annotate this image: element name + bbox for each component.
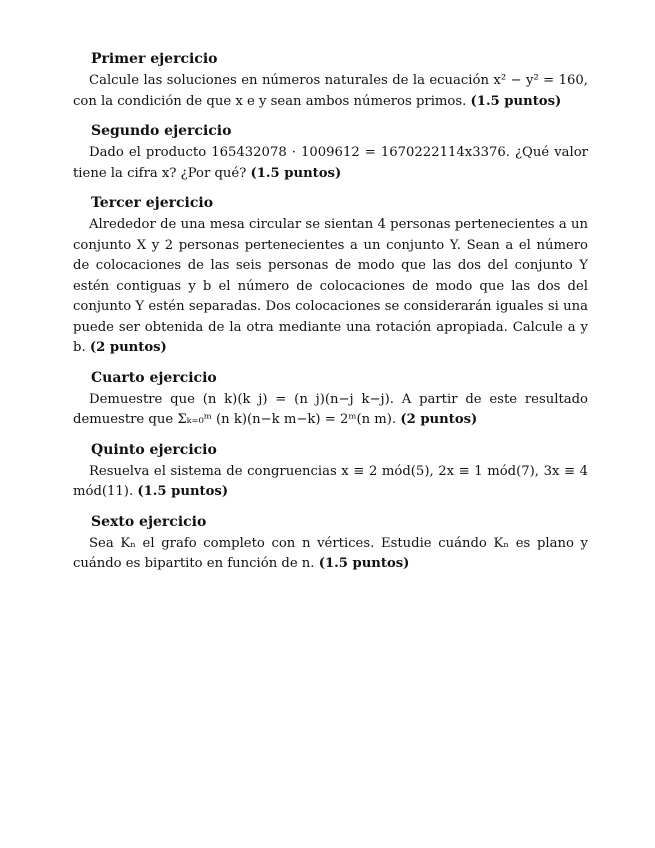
exercise-2 — [73, 122, 588, 184]
exercise-statement: Sea Kₙ el grafo completo con n vértices. Estudie cuándo Kₙ es plano y cuándo es bipartito en función de n. — [73, 535, 588, 571]
exercise-points: (1.5 puntos) — [250, 165, 342, 181]
exercise-statement: Resuelva el sistema de congruencias x ≡ 2 mód(5), 2x ≡ 1 mód(7), 3x ≡ 4 mód(11). — [73, 463, 588, 499]
exercise-title: Tercer ejercicio — [91, 195, 214, 211]
exam-page — [73, 50, 588, 585]
exercise-text — [73, 534, 588, 575]
exercise-title: Sexto ejercicio — [91, 513, 207, 530]
exercise-points: (2 puntos) — [400, 412, 478, 427]
exercise-points: (2 puntos) — [89, 340, 167, 355]
exercise-title: Primer ejercicio — [91, 51, 218, 67]
exercise-text — [73, 390, 588, 431]
exercise-statement: Demuestre que (n k)(k j) = (n j)(n−j k−j). A partir de este resultado demuestre que Σₖ₌₀ᵐ (n k)(n−k m−k) = 2ᵐ(n m). — [73, 391, 588, 427]
exercise-statement: Alrededor de una mesa circular se sientan 4 personas pertenecientes a un conjunto X y 2 personas pertenecientes a un conjunto Y. Sean a el número de colocaciones de las seis personas de modo que las dos del conjunto Y estén contiguas y b el número de colocaciones de modo que las dos del conjunto Y estén separadas. Dos colocaciones se considerarán iguales si una puede ser obtenida de la otra mediante una rotación apropiada. Calcule a y b. — [73, 217, 588, 355]
exercise-title: Quinto ejercicio — [91, 441, 217, 458]
exercise-statement: Calcule las soluciones en números naturales de la ecuación x² − y² = 160, con la condición de que x e y sean ambos números primos. — [73, 73, 588, 109]
exercise-title: Segundo ejercicio — [91, 123, 232, 139]
exercise-text — [73, 71, 588, 112]
exercise-3 — [73, 194, 588, 359]
exercise-5 — [73, 441, 588, 503]
exercise-points: (1.5 puntos) — [137, 484, 229, 499]
exercise-6 — [73, 513, 588, 575]
exercise-title: Cuarto ejercicio — [91, 369, 217, 386]
exercise-statement: Dado el producto 165432078 · 1009612 = 1670222114x3376. ¿Qué valor tiene la cifra x? ¿Por qué? — [73, 145, 588, 181]
exercise-1 — [73, 50, 588, 112]
exercise-text — [73, 215, 588, 359]
exercise-text — [73, 143, 588, 184]
exercise-text — [73, 462, 588, 503]
exercise-points: (1.5 puntos) — [318, 556, 410, 571]
exercise-4 — [73, 369, 588, 431]
exercise-points: (1.5 puntos) — [470, 93, 562, 109]
